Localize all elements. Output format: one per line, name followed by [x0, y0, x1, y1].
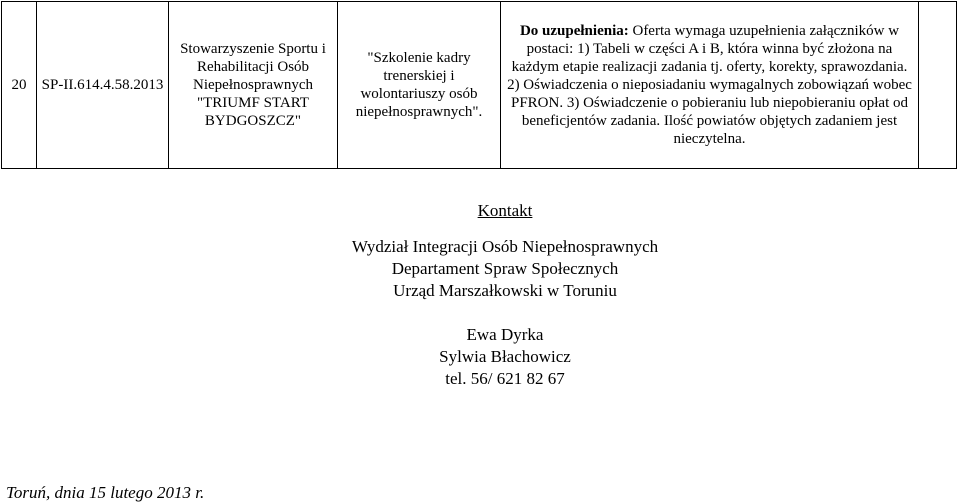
applications-table — [1, 1, 957, 169]
empty-cell — [919, 2, 957, 169]
case-signature: SP-II.614.4.58.2013 — [37, 2, 169, 169]
completion-note-label: Do uzupełnienia: — [519, 23, 629, 39]
completion-note — [501, 2, 919, 169]
place-date: Toruń, dnia 15 lutego 2013 r. — [6, 483, 205, 502]
office-name: Urząd Marszałkowski w Toruniu — [393, 281, 617, 300]
row-number: 20 — [2, 2, 37, 169]
table-row — [2, 2, 957, 169]
contact-person-1: Ewa Dyrka — [466, 325, 544, 344]
department-parent: Departament Spraw Społecznych — [391, 259, 619, 278]
spacer — [0, 302, 960, 324]
contact-phone: tel. 56/ 621 82 67 — [445, 369, 565, 388]
completion-note-text: Oferta wymaga uzupełnienia załączników w postaci: 1) Tabeli w części A i B, która winna być złożona na każdym etapie realizacji zadania tj. oferty, korekty, sprawozdania. 2) Oświadczenia o nieposiadaniu wymagalnych zobowiązań wobec PFRON. 3) Oświadczenie o pobieraniu lub niepobieraniu opłat od beneficjentów zadania. Ilość powiatów objętych zadaniem jest nieczytelna. — [507, 23, 912, 147]
contact-heading: Kontakt — [477, 201, 533, 220]
contact-person-2: Sylwia Błachowicz — [439, 347, 571, 366]
task-name: "Szkolenie kadry trenerskiej i wolontariuszy osób niepełnosprawnych". — [338, 2, 501, 169]
contact-section — [0, 200, 960, 390]
organization-name: Stowarzyszenie Sportu i Rehabilitacji Osób Niepełnosprawnych "TRIUMF START BYDGOSZCZ" — [169, 2, 338, 169]
department-name: Wydział Integracji Osób Niepełnosprawnych — [351, 237, 659, 256]
